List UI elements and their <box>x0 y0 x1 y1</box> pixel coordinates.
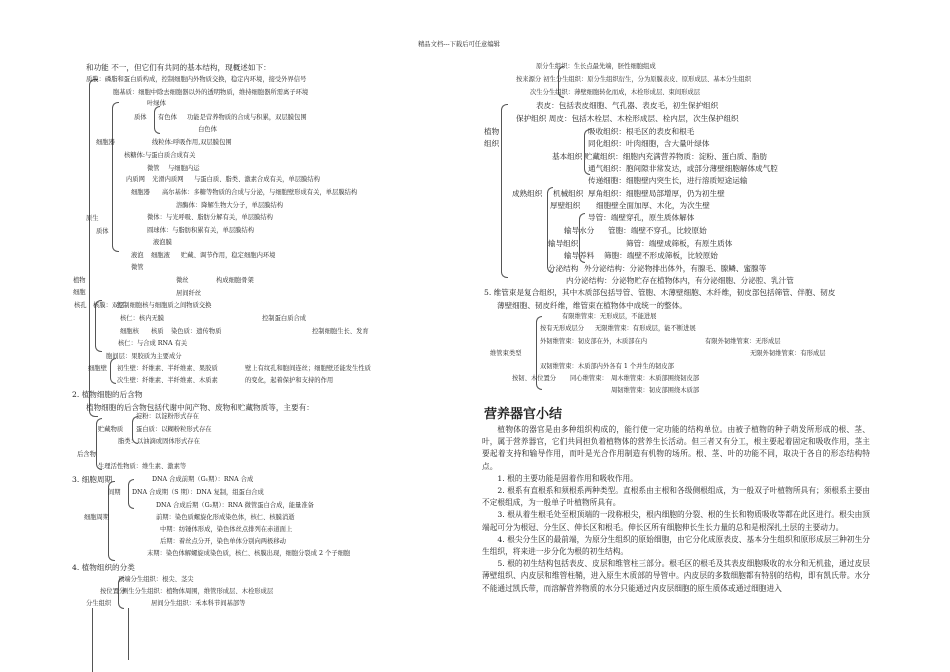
page-header: 精品文档---下载后可任意编辑 <box>418 41 500 48</box>
tree-item: 间期 <box>108 489 121 496</box>
tree-item: 内分泌结构：分泌物贮存在植物体内，有分泌细胞、分泌腔、乳汁管 <box>566 276 794 285</box>
tree-item: 质膜：磷脂和蛋白质构成，控制细胞内外物质交换，稳定内环境，接受外界信号 <box>86 76 307 83</box>
tissue-main-bracket <box>501 104 508 278</box>
tree-item: 光滑内质网 <box>152 176 184 183</box>
tree-item: 导管：端壁穿孔，原生质体解体 <box>588 213 695 222</box>
tree-item: 植物 <box>484 127 500 136</box>
tree-item: 细胞壁 <box>88 365 107 372</box>
tree-item: 初生壁：纤维素、半纤维素、果胶质 <box>117 365 218 372</box>
tree-item: 微体：与光呼吸、脂肪分解有关，单层膜结构 <box>147 214 273 221</box>
tree-item: 吸收组织：根毛区的表皮和根毛 <box>588 127 695 136</box>
tree-item: 侧生分生组织：植物体周围，维管形成层、木栓形成层 <box>122 588 274 595</box>
tree-item: 无限维管束：有形成层，能不断进展 <box>595 325 696 332</box>
tree-item: 核孔 <box>74 302 87 309</box>
tree-item: 构成细胞骨架 <box>216 277 254 284</box>
paragraph: 5. 根的初生结构包括表皮、皮层和维管柱三部分。根毛区的根毛及其表皮细胞吸收的水分和无机盐，通过皮层薄壁组织、内皮层和维管柱鞘，进入原生木质部的导管中。内皮层的多数细胞都有特别的结构，即有凯氏带。水分不能通过凯氏带，而溶解营养物质的水分只能通过内皮层细胞的原生质体或通过细胞进入 <box>482 559 870 593</box>
tree-item: 微管 <box>147 165 160 172</box>
tree-item: 淀粉：以淀粉形式存在 <box>136 413 199 420</box>
tree-item: 次生壁：纤维素、半纤维素、木质素 <box>117 377 218 384</box>
tree-item: 贮藏、调节作用，稳定细胞内环境 <box>181 252 276 259</box>
section-4-title: 4. 植物组织的分类 <box>72 563 135 572</box>
tree-item: 细胞器 <box>131 189 150 196</box>
tree-item: 核糖体:与蛋白质合成有关 <box>124 152 196 159</box>
tree-item: 中期：纺锤体形成，染色体丝点排列在赤道面上 <box>160 526 293 533</box>
tree-item: 微丝 <box>176 277 189 284</box>
tree-line <box>92 608 93 672</box>
tree-item: 细胞周期 <box>84 514 110 521</box>
tree-item: 筛胞：端壁不形成筛板，比较原始 <box>604 251 718 260</box>
tree-item: 控制细胞生长、发育 <box>312 328 369 335</box>
section-2-text: 植物细胞的后含物包括代谢中间产物、废物和贮藏物质等，主要有： <box>86 403 314 412</box>
summary-body <box>482 424 870 595</box>
tree-item: DNA 合成期（S 期）：DNA 复制，组蛋白合成 <box>132 489 264 496</box>
tree-item: 溶酶体：降解生物大分子，单层膜结构 <box>176 202 284 209</box>
section-title: 营养器官小结 <box>484 407 563 422</box>
tree-item: 输导组织 <box>548 239 579 248</box>
tree-item: 输导水分 <box>564 226 595 235</box>
tree-item: 细胞核 <box>120 328 139 335</box>
tree-item: 后含物 <box>77 451 96 458</box>
tree-item: 机械组织 <box>553 189 584 198</box>
tree-item: 内质网 <box>126 176 145 183</box>
tree-item: 核仁：与合成 RNA 有关 <box>118 340 188 347</box>
tree-item: 壁上有纹孔和胞间连丝；细胞壁还能发生性质 <box>245 365 371 372</box>
tree-item: 质体 <box>96 228 109 235</box>
paragraph: 1. 根的主要功能是固着作用和吸收作用。 <box>497 473 638 483</box>
tree-item: 按位置分 <box>100 588 126 595</box>
tree-item: 表皮：包括表皮细胞、气孔器、表皮毛，初生保护组织 <box>536 101 719 110</box>
tree-item: 按有无形成层分 <box>540 325 585 332</box>
tree-item: 液泡 <box>131 252 144 259</box>
tree-item: 末期：染色体解螺旋成染色质，核仁、核膜出现，细胞分裂成 2 个子细胞 <box>147 550 351 557</box>
tree-item: 筛管：端壁成筛板，有原生质体 <box>626 239 733 248</box>
tree-item: 原生 <box>86 215 99 222</box>
tree-item: 圆球体：与脂肪积累有关，单层膜结构 <box>147 227 255 234</box>
tree-item: 的变化，起着保护和支持的作用 <box>245 377 334 384</box>
tree-item: 前期：染色质螺旋化形成染色体，核仁、核膜消逝 <box>156 514 295 521</box>
tree-item: 有限外韧维管束：无形成层 <box>705 338 781 345</box>
tree-item: 双韧维管束：木质部内外各有 1 个并生的韧皮部 <box>540 363 674 370</box>
tree-item: 外韧维管束：韧皮部在外，木质部在内 <box>540 338 648 345</box>
tree-item: 顶端分生组织：根尖、茎尖 <box>118 576 194 583</box>
organelle-bracket <box>112 102 119 252</box>
tree-item: 管胞：端壁不穿孔，比较原始 <box>608 226 707 235</box>
tree-item: 居间纤丝 <box>176 290 202 297</box>
tree-item: 成熟组织 <box>512 189 543 198</box>
tree-item: 核仁：核内无膜 <box>120 315 165 322</box>
tree-item: 与细胞内运 <box>168 165 200 172</box>
paragraph: 2. 根系有直根系和须根系两种类型。直根系由主根和各级侧根组成，为一般双子叶植物所具有；须根系主要由不定根组成，为一般单子叶植物所具有。 <box>482 486 870 508</box>
tree-item: 细胞液 <box>151 252 170 259</box>
tree-item: 细胞壁全面加厚、木化，为次生壁 <box>596 201 710 210</box>
tree-item: 分泌结构 <box>548 264 579 273</box>
intro-text: 和功能 不一，但它们有共同的基本结构，现概述如下： <box>86 63 271 72</box>
tree-item: 核质 <box>151 328 164 335</box>
tree-item: 白色体 <box>198 126 217 133</box>
tree-item: 维管束类型 <box>490 350 522 357</box>
tree-item: 输导养料 <box>564 251 595 260</box>
tree-item: 同化组织：叶肉细胞，含大量叶绿体 <box>588 139 710 148</box>
tree-item: 基本组织 贮藏组织：细胞内充满营养物质：淀粉、蛋白质、脂肪 <box>552 152 768 161</box>
section-3-title: 3. 细胞周期 <box>72 475 113 484</box>
paragraph: 植物体的器官是由多种组织构成的，能行使一定功能的结构单位。由被子植物的种子萌发所形成的根、茎、叶，属于营养器官，它们共同担负着植物体的营养生长活动。但三者又有分工，根主要起着固定和吸收作用，茎主要起着支持和输导作用，而叶是光合作用制造有机物的场所。根、茎、叶的功能不同，取决于各自的形态结构特点。 <box>482 425 870 471</box>
tree-item: 分生组织 <box>86 600 112 607</box>
tree-item: 有限维管束：无形成层，不能进展 <box>562 313 657 320</box>
mature-bracket <box>547 187 553 273</box>
tree-item: 外分泌结构：分泌物排出体外，有腺毛、腺鳞、蜜腺等 <box>584 264 767 273</box>
wall-bracket <box>110 358 116 384</box>
section-2-title: 2. 植物细胞的后含物 <box>72 390 143 399</box>
tree-item: 胞间层：果胶质为主要成分 <box>106 353 182 360</box>
section-5-text-cont: 薄壁细胞、韧皮纤维，维管束在植物体中成统一的整体。 <box>497 301 687 310</box>
tree-item: 贮藏物质 <box>98 426 124 433</box>
tree-item: 周韧维管束：韧皮部围绕木质部 <box>611 387 700 394</box>
tree-item: 细胞 <box>73 289 86 296</box>
tree-item: 微管 <box>131 264 144 271</box>
tree-item: 控制细胞核与细胞质之间物质交换 <box>117 302 212 309</box>
tree-item: 与蛋白质、脂类、激素合成有关，单层膜结构 <box>194 176 320 183</box>
tree-item: 脂类：以油滴或固体形式存在 <box>118 438 200 445</box>
tree-item: 高尔基体：多糖等物质的合成与分泌，与细胞壁形成有关，单层膜结构 <box>162 189 358 196</box>
tree-item: 叶绿体 <box>147 100 166 107</box>
tree-item: 控制蛋白质合成 <box>262 315 307 322</box>
tree-item: 染色质：遗传物质 <box>171 328 222 335</box>
tree-item: 胞基质：细胞中除去细胞器以外的透明物质，维持细胞器所需离子环境 <box>113 89 309 96</box>
tree-item: 周木维管束：木质部围绕韧皮部 <box>611 375 700 382</box>
paragraph: 3. 根从着生根毛处至根顶端的一段称根尖，根内细胞的分裂、根的生长和物质吸收等都在此区进行。根尖由顶端起可分为根冠、分生区、伸长区和根毛。伸长区所有细胞伸长生长力量的总和是根深扎土层的主要动力。 <box>482 510 870 532</box>
tree-item: 原分生组织：生长点最先端，胚性细胞组成 <box>536 63 656 70</box>
tree-item: 质体 <box>134 114 147 121</box>
tree-item: 生理活性物质：维生素、激素等 <box>98 463 187 470</box>
tree-item: 通气组织：胞间隙非常发达，或部分薄壁细胞解体成气腔 <box>588 164 778 173</box>
tree-item: 功能是营养物质的合成与积累，双层膜包围 <box>187 114 307 121</box>
tree-item: 线粒体:呼吸作用,双层膜包围 <box>152 139 232 146</box>
tree-item: 厚壁组织 <box>550 201 581 210</box>
tree-item: 传递细胞：细胞壁内突生长，进行溶质短途运输 <box>588 176 748 185</box>
tree-item: 蛋白质：以糊粉粒形式存在 <box>136 426 212 433</box>
tree-item: 居间分生组织：禾本科节间基部等 <box>151 600 246 607</box>
tree-item: 无限外韧维管束：有形成层 <box>750 350 826 357</box>
tree-item: DNA 合成后期（G₂期）：RNA 微管蛋白合成，能量准备 <box>156 502 314 509</box>
tree-item: 次生分生组织：薄壁细胞转化而成，木栓形成层、束间形成层 <box>530 89 701 96</box>
tree-item: 液泡膜 <box>153 239 172 246</box>
tree-item: 组织 <box>484 139 500 148</box>
tree-line <box>128 608 129 660</box>
tree-item: 有色体 <box>158 114 177 121</box>
tree-item: 后期：着丝点分开，染色单体分别向两极移动 <box>160 538 286 545</box>
tree-item: 核膜：双层 <box>93 302 125 309</box>
tree-item: 植物 <box>73 277 86 284</box>
tree-item: 按韧、木位置分 <box>512 375 557 382</box>
tree-item: 同心维管束： <box>570 375 608 382</box>
tree-item: 按来源分 初生分生组织：原分生组织衍生，分为原膜表皮、原形成层、基本分生组织 <box>516 76 751 83</box>
section-5-text: 5. 维管束是复合组织，其中木质部包括导管、管胞、木薄壁细胞、木纤维，韧皮部包括筛管、伴胞、韧皮 <box>484 288 836 297</box>
tree-item: DNA 合成前期（G₁期）：RNA 合成 <box>152 476 254 483</box>
tree-item: 厚角组织：细胞壁局部增厚，仍为初生壁 <box>588 189 725 198</box>
tree-item: 细胞器 <box>96 139 115 146</box>
tree-item: 保护组织 周皮：包括木栓层、木栓形成层、栓内层，次生保护组织 <box>516 114 739 123</box>
paragraph: 4. 根尖分生区的最前端，为原分生组织的原始细胞，由它分化成原表皮、基本分生组织和原形成层三种初生分生组织，将来进一步分化为根的初生结构。 <box>482 534 870 557</box>
